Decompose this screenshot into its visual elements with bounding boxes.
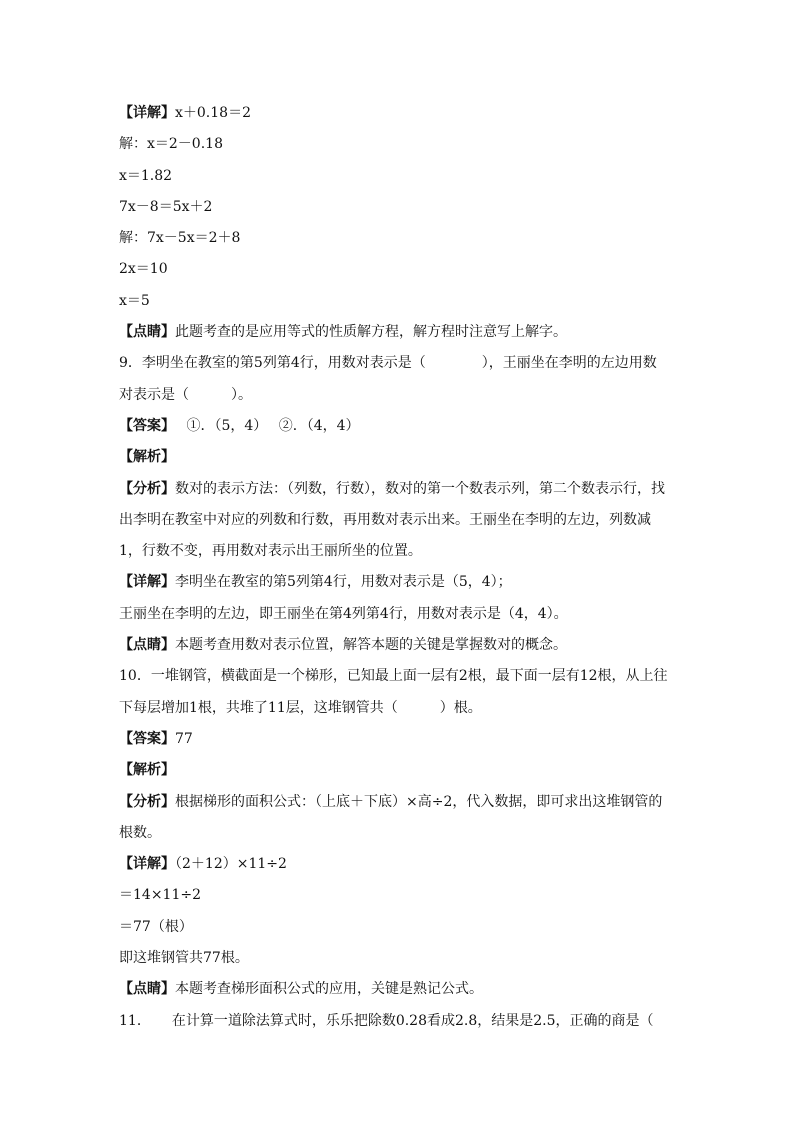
answer-line: 【答案】 ①．（5，4） ②．（4，4）	[119, 417, 360, 434]
text-line: 1，行数不变，再用数对表示出王丽所坐的位置。	[119, 543, 422, 560]
section-marker: 【点睛】	[119, 981, 175, 998]
text-line: x＝5	[119, 292, 150, 309]
section-marker: 【答案】	[119, 730, 175, 747]
section-marker: 【解析】	[119, 762, 175, 779]
text-line: 【详解】x＋0.18＝2	[119, 105, 251, 121]
answer-line: 【答案】77	[119, 730, 193, 747]
text-line: 【分析】数对的表示方法：（列数，行数），数对的第一个数表示列，第二个数表示行，找	[119, 480, 665, 497]
section-marker: 【分析】	[119, 480, 175, 497]
text-line: 解：x＝2－0.18	[119, 136, 223, 153]
section-marker: 【详解】	[119, 574, 175, 591]
text-line: x＝1.82	[119, 167, 173, 184]
text-line: 出李明在教室中对应的列数和行数，再用数对表示出来。王丽坐在李明的左边，列数减	[119, 511, 651, 528]
question-11-line: 11． 在计算一道除法算式时，乐乐把除数0.28看成2.8，结果是2.5，正确的商是（	[119, 1012, 654, 1029]
text-line: 【详解】（2＋12）×11÷2	[119, 856, 287, 873]
document-body	[119, 98, 679, 1037]
text-line	[119, 442, 679, 473]
text-line: 【点睛】本题考查用数对表示位置，解答本题的关键是掌握数对的概念。	[119, 637, 567, 654]
text-line: 根数。	[119, 824, 161, 841]
section-marker: 【详解】	[119, 856, 175, 873]
text-line: 【分析】根据梯形的面积公式：（上底＋下底）×高÷2，代入数据，即可求出这堆钢管的	[119, 793, 663, 810]
text-line: ＝77（根）	[119, 918, 193, 935]
text-line: 王丽坐在李明的左边，即王丽坐在第4列第4行，用数对表示是（4，4）。	[119, 605, 568, 622]
section-marker: 【分析】	[119, 793, 175, 810]
section-marker: 【点睛】	[119, 637, 175, 654]
text-line: 7x－8＝5x＋2	[119, 198, 213, 215]
section-marker: 【解析】	[119, 449, 175, 466]
text-line: 【点睛】此题考查的是应用等式的性质解方程，解方程时注意写上解字。	[119, 324, 567, 341]
text-line: 解：7x－5x＝2＋8	[119, 230, 241, 247]
question-9-line: 9．李明坐在教室的第5列第4行，用数对表示是（ ），王丽坐在李明的左边用数	[119, 355, 657, 372]
text-line: 【点睛】本题考查梯形面积公式的应用，关键是熟记公式。	[119, 981, 483, 998]
section-marker: 【详解】	[119, 105, 175, 121]
text-line	[119, 755, 679, 786]
text-line: 2x＝10	[119, 261, 168, 278]
text-line: 对表示是（ ）。	[119, 386, 252, 403]
text-line: 下每层增加1根，共堆了11层，这堆钢管共（ ）根。	[119, 699, 482, 716]
question-10-line: 10．一堆钢管，横截面是一个梯形，已知最上面一层有2根，最下面一层有12根，从上往	[119, 668, 668, 685]
section-marker: 【答案】	[119, 417, 168, 434]
text-line: 【详解】李明坐在教室的第5列第4行，用数对表示是（5，4）；	[119, 574, 512, 591]
section-marker: 【点睛】	[119, 324, 175, 341]
text-line: ＝14×11÷2	[119, 887, 201, 904]
text-line: 即这堆钢管共77根。	[119, 950, 249, 967]
